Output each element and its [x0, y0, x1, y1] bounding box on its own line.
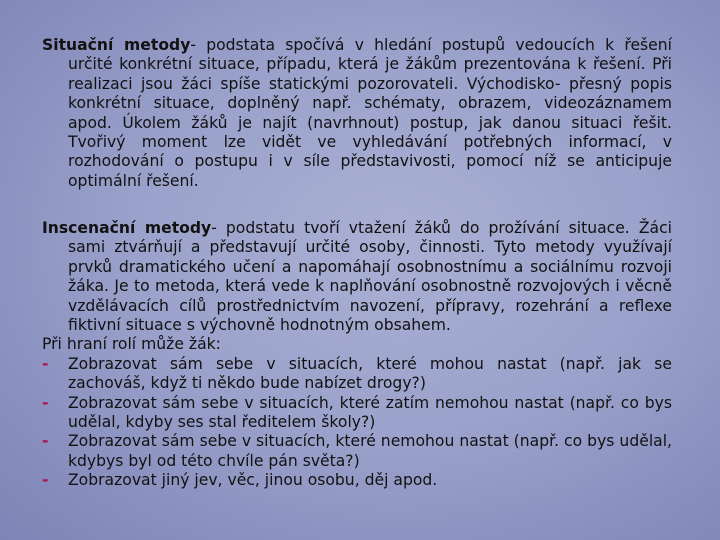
list-item	[42, 471, 672, 490]
inscenacni-metody-text: - podstatu tvoří vtažení žáků do prožívání situace. Žáci sami ztvárňují a představují určité osoby, činnosti. Tyto metody využívají prvků dramatického učení a napomáhají osobnostnímu a sociálnímu rozvoji žáka. Je to metoda, která vede k naplňování osobnostně rozvojových i věcně vzdělávacích cílů prostřednictvím navození, přípravy, rozehrání a reflexe fiktivní situace s výchovně hodnotným obsahem.	[68, 219, 672, 335]
bullet-marker: -	[42, 354, 49, 373]
situacni-metody-term: Situační metody	[42, 36, 191, 54]
inscenacni-metody-block	[42, 219, 672, 491]
list-item-text: Zobrazovat sám sebe v situacích, které nemohou nastat (např. co bys udělal, kdybys byl od této chvíle pán světa?)	[68, 432, 672, 470]
list-item-text: Zobrazovat sám sebe v situacích, které mohou nastat (např. jak se zachováš, když ti někdo bude nabízet drogy?)	[68, 354, 672, 393]
situacni-metody-block	[42, 36, 672, 191]
list-item	[42, 432, 672, 471]
situacni-metody-text: - podstata spočívá v hledání postupů vedoucích k řešení určité konkrétní situace, případu, která je žákům prezentována k řešení. Při realizaci jsou žáci spíše statickými pozorovateli. Východisko- přesný popis konkrétní situace, doplněný např. schématy, obrazem, videozáznamem apod. Úkolem žáků je najít (navrhnout) postup, jak danou situaci řešit. Tvořivý moment lze vidět ve vyhledávání potřebných informací, v rozhodování o postupu i v síle představivosti, pomocí níž se anticipuje optimální řešení.	[68, 36, 672, 190]
list-item	[42, 394, 672, 433]
roles-list	[42, 355, 672, 491]
bullet-marker: -	[42, 432, 49, 451]
inscenacni-metody-term: Inscenační metody	[42, 219, 212, 237]
list-item	[42, 355, 672, 394]
bullet-marker: -	[42, 471, 49, 490]
bullet-marker: -	[42, 393, 49, 412]
list-item-text: Zobrazovat jiný jev, věc, jinou osobu, děj apod.	[68, 471, 438, 490]
situacni-metody-paragraph	[42, 36, 672, 191]
list-item-text: Zobrazovat sám sebe v situacích, které zatím nemohou nastat (např. co bys udělal, kdyby ses stal ředitelem školy?)	[68, 393, 672, 432]
inscenacni-metody-paragraph	[42, 219, 672, 335]
roles-lead: Při hraní rolí může žák:	[42, 335, 221, 354]
